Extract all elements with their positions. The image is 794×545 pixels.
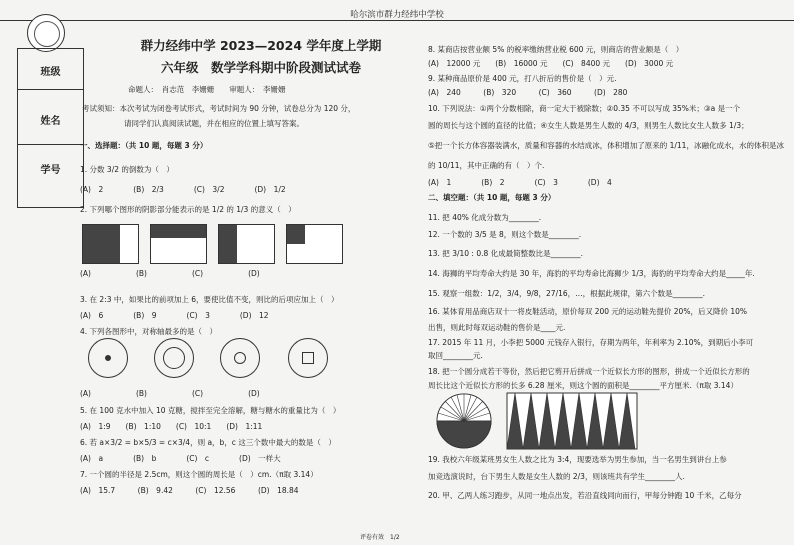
option-line: (A) 240 (B) 320 (C) 360 (D) 280 — [428, 88, 628, 97]
info-divider — [18, 144, 83, 145]
question-line: 16. 某体育用品商店双十一将皮鞋活动，原价每双 200 元的运动鞋先提价 20%，后又降价 10% — [428, 307, 748, 316]
option-line: (A) (B) (C) (D) — [80, 389, 260, 398]
question-line: 周长比这个近似长方形的长多 6.28 厘米，则这个圆的面积是________平方厘米.（π取 3.14） — [428, 381, 738, 390]
option-line: (A) 12000 元 (B) 16000 元 (C) 8400 元 (D) 3000 元 — [428, 59, 674, 68]
header-rule — [0, 20, 794, 21]
question-line: 20. 甲、乙两人练习跑步，从同一地点出发，若沿直线同向而行，甲每分钟跑 10 千米，乙每分 — [428, 491, 742, 500]
student-info-box — [17, 48, 84, 208]
student-id-label: 学号 — [40, 165, 61, 176]
question-line: ⑤把一个长方体容器装满水，质量和容器的水结成冰，体积增加了原来的 1/11，冰融化成水，水的体积是冰 — [428, 141, 784, 150]
question-line: 8. 某商店按营业额 5% 的税率缴纳营业税 600 元，则商店的营业额是（ ） — [428, 45, 684, 54]
question-line: 9. 某种商品原价是 400 元，打八折后的售价是（ ）元. — [428, 74, 617, 83]
class-label: 班级 — [40, 67, 61, 78]
question-line: 15. 观察一组数：1/2，3/4，9/8，27/16，…，根据此规律，第六个数是________. — [428, 289, 706, 298]
option-line: (A) 15.7 (B) 9.42 (C) 12.56 (D) 18.84 — [80, 486, 299, 495]
option-line: (A) a (B) b (C) c (D) 一样大 — [80, 454, 281, 463]
question-line: 4. 下列各图形中，对称轴最多的是（ ） — [80, 327, 218, 336]
school-header: 哈尔滨市群力经纬中学校 — [350, 10, 444, 20]
exam-setters: 命题人： 肖志范 李姗姗 审题人： 李姗姗 — [128, 85, 286, 94]
fraction-figure-b — [150, 224, 207, 264]
question-line: 10. 下列说法：①两个分数相除，商一定大于被除数；②0.35 不可以写成 35%米；③a 是一个 — [428, 104, 741, 113]
school-logo — [27, 14, 65, 52]
question-line: 加竞选演说时，台下男生人数是女生人数的 2/3，则该班共有学生________人. — [428, 472, 685, 481]
question-line: 12. 一个数的 3/5 是 8，则这个数是________. — [428, 230, 582, 239]
section-heading: 二、填空题：（共 10 题，每题 3 分） — [428, 193, 556, 202]
circle-figure-d — [288, 338, 328, 378]
name-label: 姓名 — [40, 116, 61, 127]
option-line: (A) (B) (C) (D) — [80, 269, 260, 278]
option-line: (A) 6 (B) 9 (C) 3 (D) 12 — [80, 311, 269, 320]
question-line: 3. 在 2:3 中，如果比的前项加上 6，要使比值不变，则比的后项应加上（ ） — [80, 295, 339, 304]
info-divider — [18, 89, 83, 90]
circle-figure-a — [88, 338, 128, 378]
question-line: 14. 海狮的平均寿命大约是 30 年，海豹的平均寿命比海狮少 1/3，海豹的平均寿命大约是_____年. — [428, 269, 755, 278]
question-line: 17. 2015 年 11 月，小李把 5000 元钱存入银行，存期为两年，年利率为 2.10%，到期后小李可 — [428, 338, 754, 347]
question-line: 圆的周长与这个圆的直径的比值；④女生人数是男生人数的 4/3，则男生人数比女生人数多 1/3； — [428, 121, 749, 130]
exam-title: 群力经纬中学 2023—2024 学年度上学期 — [140, 38, 382, 53]
option-line: (A) 2 (B) 2/3 (C) 3/2 (D) 1/2 — [80, 185, 286, 194]
question-line: 11. 把 40% 化成分数为________. — [428, 213, 542, 222]
question-line: 取回________元. — [428, 351, 483, 360]
fraction-figure-d — [286, 224, 343, 264]
circle-figure-c — [220, 338, 260, 378]
fraction-figure-a — [82, 224, 139, 264]
question-line: 2. 下列哪个图形的阴影部分能表示的是 1/2 的 1/3 的意义（ ） — [80, 205, 296, 214]
circle-figure-b — [154, 338, 194, 378]
question-line: 出售，则此时每双运动鞋的售价是____元. — [428, 323, 566, 332]
question-line: 19. 我校六年级某班男女生人数之比为 3:4，现要选举为男生参加，当一名男生到讲台上参 — [428, 455, 727, 464]
question-line: 6. 若 a×3/2 = b×5/3 = c×3/4，则 a，b，c 这三个数中最大的数是（ ） — [80, 438, 336, 447]
question-line: 的 10/11，其中正确的有（ ）个. — [428, 161, 545, 170]
question-line: 13. 把 3/10 : 0.8 化成最简整数比是________. — [428, 249, 584, 258]
question-line: 7. 一个圆的半径是 2.5cm，则这个圆的周长是（ ）cm.（π取 3.14） — [80, 470, 318, 479]
question-line: 5. 在 100 克水中加入 10 克糖，搅拌至完全溶解，糖与糖水的重量比为（ ） — [80, 406, 341, 415]
question-line: 18. 把一个圆分成若干等份，然后把它剪开后拼成一个近似长方形的图形，拼成一个近似长方形的 — [428, 367, 750, 376]
divided-circle-figure — [428, 392, 500, 450]
fraction-figure-c — [218, 224, 275, 264]
question-line: 1. 分数 3/2 的倒数为（ ） — [80, 165, 174, 174]
option-line: (A) 1 (B) 2 (C) 3 (D) 4 — [428, 178, 612, 187]
section-heading: 一、选择题：（共 10 题，每题 3 分） — [80, 141, 208, 150]
rearranged-rectangle-figure — [506, 392, 638, 450]
instructions-line: 考试须知：本次考试为闭卷考试形式，考试时间为 90 分钟，试卷总分为 120 分， — [82, 104, 356, 113]
option-line: (A) 1:9 (B) 1:10 (C) 10:1 (D) 1:11 — [80, 422, 263, 431]
exam-subtitle: 六年级 数学学科期中阶段测试试卷 — [160, 60, 361, 75]
page-footer: 评卷有效 1/2 — [360, 534, 400, 541]
instructions-line: 请同学们认真阅读试题，并在相应的位置上填写答案。 — [124, 119, 304, 128]
